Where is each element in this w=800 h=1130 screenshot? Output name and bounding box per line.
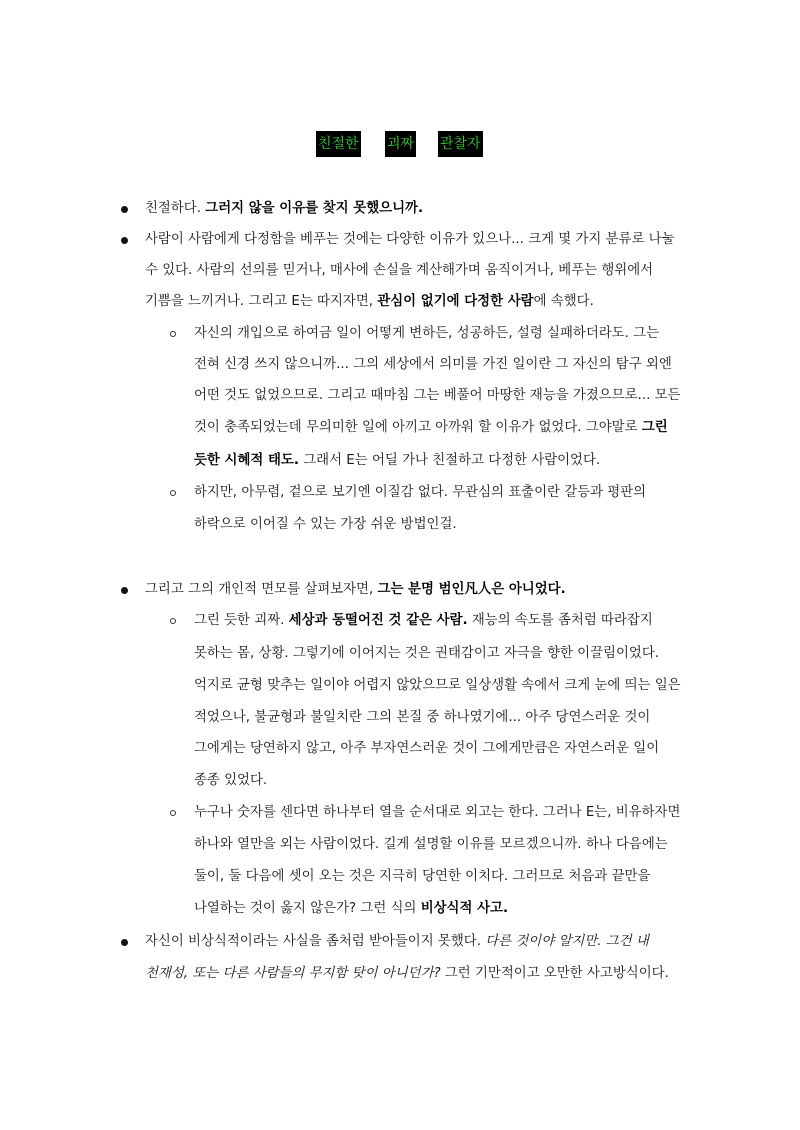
- bullet-2-marker: [121, 237, 128, 244]
- bullet-2-line-1: 사람이 사람에게 다정함을 베푸는 것에는 다양한 이유가 있으나... 크게 몇 가지 분류로 나눌: [145, 232, 675, 247]
- sub-4-line-3: 둘이, 둘 다음에 셋이 오는 것은 지극히 당연한 이치다. 그러므로 처음과 끝만을: [194, 869, 651, 884]
- sub-3-line-6: 종종 있었다.: [194, 773, 268, 788]
- bullet-2-bold: 관심이 없기에 다정한 사람: [377, 294, 534, 309]
- sub-3-line-1: [194, 611, 653, 631]
- bullet-2-line-3-text: 기쁨을 느끼거나. 그리고 E는 따지자면,: [145, 294, 378, 309]
- sub-4-line-4: [194, 899, 508, 919]
- bullet-3-bold: 그는 분명 범인凡人은 아니었다.: [377, 582, 566, 597]
- sub-1-line-5-bold: 듯한 시혜적 태도.: [194, 453, 299, 468]
- sub-3-line-1-text: 그린 듯한 괴짜.: [194, 613, 289, 628]
- bullet-4-line-1: [145, 932, 649, 952]
- bullet-4-marker: [121, 939, 128, 946]
- sub-4-marker: [170, 810, 176, 816]
- title-word-2: 괴짜: [385, 131, 416, 157]
- sub-2-marker: [170, 490, 176, 496]
- sub-4-line-2: 하나와 열만을 외는 사람이었다. 길게 설명할 이유를 모르겠으니까. 하나 다음에는: [194, 837, 668, 852]
- sub-3-line-2: 못하는 몸, 상황. 그렇기에 이어지는 것은 권태감이고 자극을 향한 이끌림이었다.: [194, 646, 660, 661]
- sub-1-line-5-text: 그래서 E는 어딜 가나 친절하고 다정한 사람이었다.: [298, 453, 601, 468]
- sub-3-line-3: 억지로 균형 맞추는 일이야 어렵지 않았으므로 일상생활 속에서 크게 눈에 띄는 일은: [194, 678, 681, 693]
- sub-2-line-2: 하락으로 이어질 수 있는 가장 쉬운 방법인걸.: [194, 517, 457, 532]
- title-word-1: 친절한: [316, 131, 361, 157]
- bullet-4-line-2-italic: 천재성, 또는 다른 사람들의 무지함 탓이 아니던가?: [145, 966, 441, 981]
- sub-1-line-4-bold: 그린: [641, 420, 668, 435]
- sub-1-line-4-text: 것이 충족되었는데 무의미한 일에 아끼고 아까워 할 이유가 없었다. 그야말로: [194, 420, 642, 435]
- sub-1-line-1: 자신의 개입으로 하여금 일이 어떻게 변하든, 성공하든, 설령 실패하더라도. 그는: [194, 326, 660, 341]
- bullet-1-marker: [121, 206, 128, 213]
- bullet-4-line-1-italic: 다른 것이야 알지만. 그건 내: [485, 934, 649, 949]
- bullet-4-line-2: [145, 964, 669, 984]
- bullet-4-line-1-text: 자신이 비상식적이라는 사실을 좀처럼 받아들이지 못했다.: [145, 934, 486, 949]
- bullet-2-line-2: 수 있다. 사람의 선의를 믿거나, 매사에 손실을 계산해가며 움직이거나, 베푸는 행위에서: [145, 263, 654, 278]
- sub-3-line-4: 적었으나, 불균형과 불일치란 그의 본질 중 하나였기에... 아주 당연스러운 것이: [194, 710, 651, 725]
- title-row: [0, 131, 800, 157]
- sub-1-line-4: [194, 418, 668, 438]
- sub-4-line-4-text: 나열하는 것이 옳지 않은가? 그런 식의: [194, 901, 421, 916]
- sub-4-line-1: 누구나 숫자를 센다면 하나부터 열을 순서대로 외고는 한다. 그러나 E는, 비유하자면: [194, 805, 681, 820]
- bullet-3-text: 그리고 그의 개인적 면모를 살펴보자면,: [145, 582, 378, 597]
- bullet-4-line-2-text: 그런 기만적이고 오만한 사고방식이다.: [440, 966, 669, 981]
- sub-1-line-5: [194, 451, 600, 471]
- sub-3-line-1-bold: 세상과 동떨어진 것 같은 사람.: [288, 613, 468, 628]
- sub-3-marker: [170, 618, 176, 624]
- bullet-1-bold: 그러지 않을 이유를 찾지 못했으니까.: [205, 201, 424, 216]
- sub-3-line-5: 그에게는 당연하지 않고, 아주 부자연스러운 것이 그에게만큼은 자연스러운 일이: [194, 741, 660, 756]
- sub-2-line-1: 하지만, 아무렴, 겉으로 보기엔 이질감 없다. 무관심의 표출이란 갈등과 평판의: [194, 485, 647, 500]
- sub-1-marker: [170, 331, 176, 337]
- sub-1-line-3: 어떤 것도 없었으므로. 그리고 때마침 그는 베풀어 마땅한 재능을 가졌으므로... 모든: [194, 388, 681, 403]
- bullet-1-text: 친절하다.: [145, 201, 206, 216]
- title-word-3: 관찰자: [438, 131, 483, 157]
- bullet-2-line-3: [145, 292, 594, 312]
- bullet-2-line-3-tail: 에 속했다.: [533, 294, 594, 309]
- sub-3-line-1-tail: 재능의 속도를 좀처럼 따라잡지: [467, 613, 653, 628]
- sub-4-line-4-bold: 비상식적 사고.: [420, 901, 509, 916]
- bullet-1-line: [145, 199, 423, 219]
- bullet-3-marker: [121, 587, 128, 594]
- bullet-3-line: [145, 580, 566, 600]
- sub-1-line-2: 전혀 신경 쓰지 않으니까... 그의 세상에서 의미를 가진 일이란 그 자신의 탐구 외엔: [194, 357, 672, 372]
